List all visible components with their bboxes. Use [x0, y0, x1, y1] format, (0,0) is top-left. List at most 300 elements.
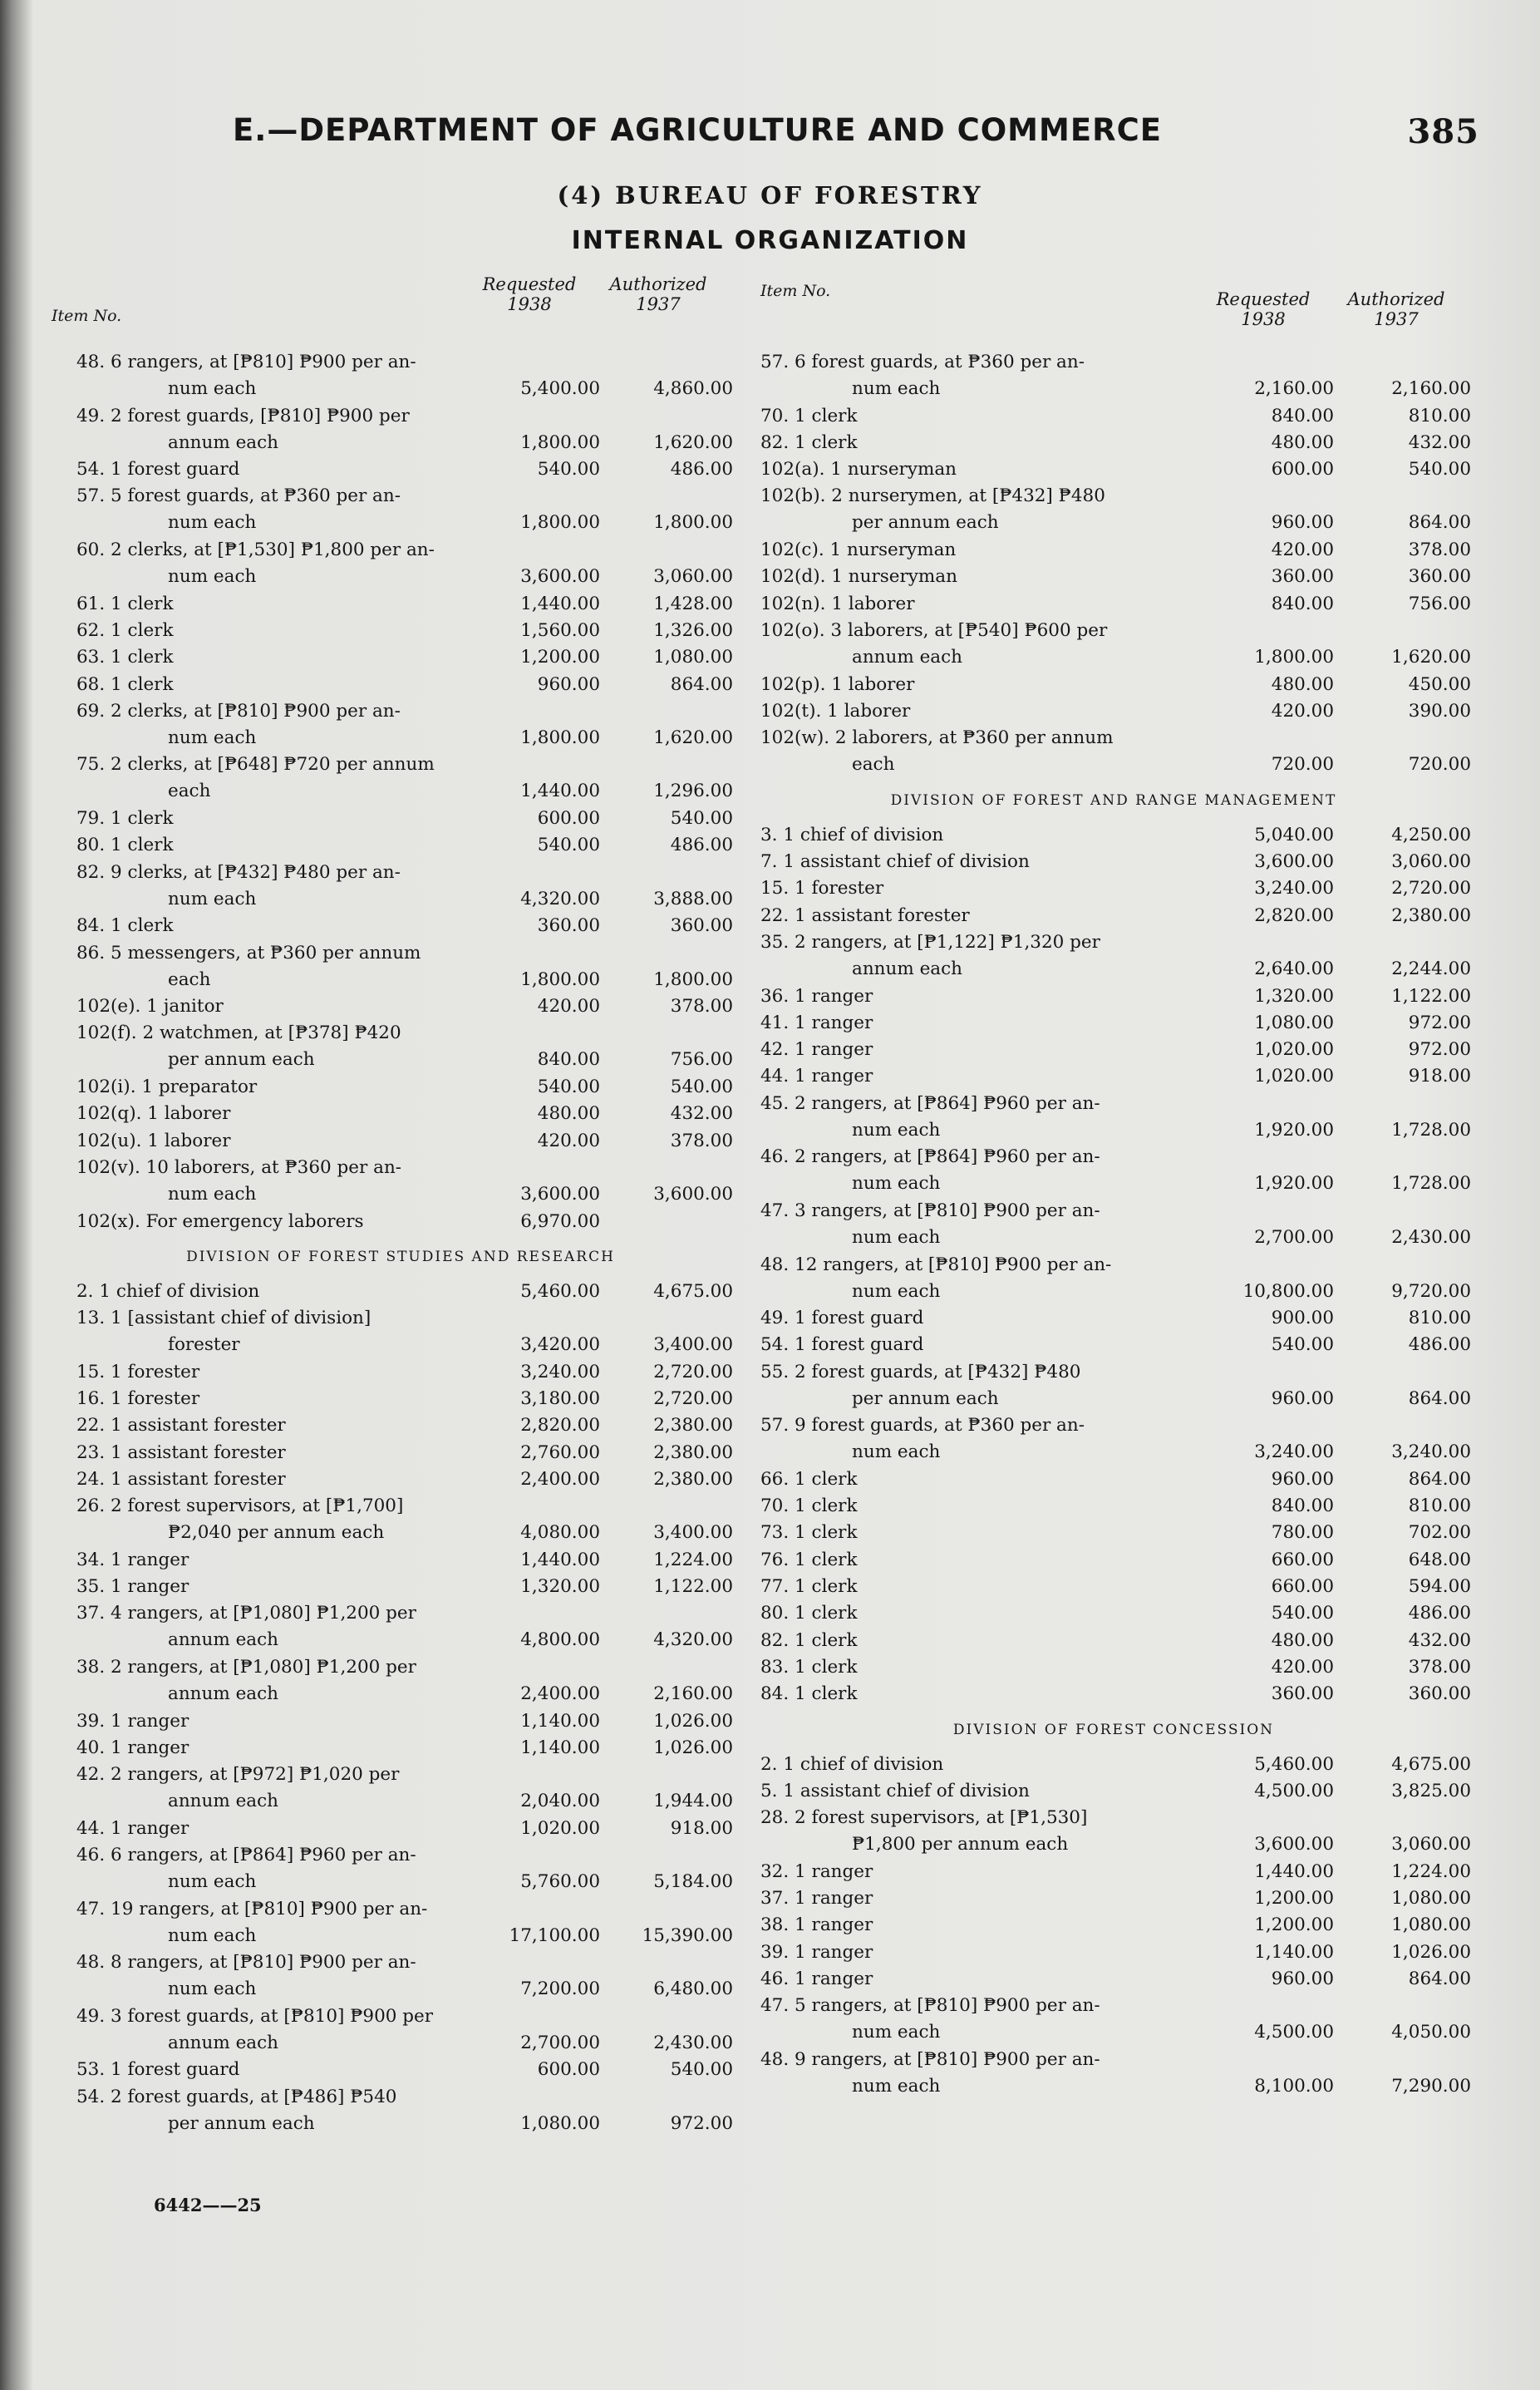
- requested-amount: 2,160.00: [1254, 378, 1334, 399]
- item-description: [760, 2047, 1209, 2100]
- requested-amount: 3,600.00: [520, 1183, 600, 1205]
- requested-amount: 840.00: [1271, 405, 1334, 426]
- item-description-line: 55. 2 forest guards, at [₱432] ₱480: [760, 1361, 1081, 1382]
- requested-amount: 600.00: [537, 808, 600, 830]
- requested-amount: 3,240.00: [520, 1361, 600, 1382]
- requested-amount: 960.00: [1271, 512, 1334, 534]
- authorized-amount: 3,600.00: [653, 1183, 733, 1205]
- authorized-amount: 810.00: [1408, 405, 1471, 426]
- requested-amount: 1,560.00: [520, 619, 600, 641]
- item-description-line: 102(d). 1 nurseryman: [760, 566, 957, 588]
- requested-amount: 8,100.00: [1254, 2075, 1334, 2097]
- item-description-line: 53. 1 forest guard: [76, 2059, 240, 2081]
- item-description: [76, 1896, 525, 1949]
- requested-amount: 1,800.00: [520, 727, 600, 748]
- item-description-continuation: annum each: [168, 2032, 279, 2053]
- table-row: [52, 1386, 750, 1412]
- table-row: [52, 1209, 750, 1235]
- item-description-line: 46. 1 ranger: [760, 1968, 873, 1989]
- item-description: [760, 1359, 1209, 1412]
- authorized-amount: 3,400.00: [653, 1522, 733, 1544]
- item-description-line: 102(b). 2 nurserymen, at [₱432] ₱480: [760, 485, 1105, 507]
- requested-amount: 5,460.00: [520, 1280, 600, 1302]
- item-description: [760, 1010, 1209, 1037]
- authorized-amount: 3,240.00: [1391, 1441, 1471, 1463]
- item-description-line: 15. 1 forester: [760, 878, 884, 899]
- authorized-amount: 486.00: [670, 459, 733, 480]
- item-description: [760, 1332, 1209, 1358]
- requested-amount: 4,080.00: [520, 1522, 600, 1544]
- table-row: [52, 2003, 750, 2057]
- table-row: [52, 913, 750, 939]
- requested-amount: 420.00: [537, 996, 600, 1018]
- item-description: [760, 349, 1209, 402]
- item-description: [760, 875, 1209, 902]
- item-description-line: 102(i). 1 preparator: [76, 1077, 258, 1098]
- item-description-continuation: num each: [168, 1871, 257, 1893]
- item-description-line: 82. 1 clerk: [760, 1629, 858, 1651]
- table-row: [760, 1359, 1471, 1413]
- authorized-amount: 1,620.00: [653, 727, 733, 748]
- item-description: [76, 1842, 525, 1895]
- table-row: [52, 860, 750, 914]
- item-description-line: 57. 9 forest guards, at ₱360 per an-: [760, 1415, 1085, 1436]
- item-description-continuation: annum each: [168, 431, 279, 453]
- item-description-line: 44. 1 ranger: [760, 1066, 873, 1087]
- item-description-continuation: per annum each: [852, 512, 999, 534]
- authorized-amount: 1,800.00: [653, 968, 733, 990]
- table-row: [52, 993, 750, 1020]
- table-row: [52, 1816, 750, 1842]
- authorized-amount: 1,728.00: [1391, 1119, 1471, 1141]
- table-row: [52, 1412, 750, 1439]
- authorized-amount: 450.00: [1408, 673, 1471, 695]
- table-row: [760, 1966, 1471, 1993]
- requested-amount: 3,240.00: [1254, 878, 1334, 899]
- authorized-amount: 3,060.00: [1391, 851, 1471, 873]
- authorized-amount: 864.00: [1408, 1468, 1471, 1490]
- item-description-line: 102(w). 2 laborers, at ₱360 per annum: [760, 727, 1114, 749]
- authorized-amount: 918.00: [670, 1817, 733, 1839]
- table-row: [52, 1155, 750, 1209]
- requested-amount: 1,200.00: [1254, 1888, 1334, 1910]
- item-description-line: 35. 2 rangers, at [₱1,122] ₱1,320 per: [760, 931, 1100, 953]
- authorized-amount: 378.00: [670, 1130, 733, 1151]
- item-description: [760, 1752, 1209, 1778]
- authorized-amount: 1,224.00: [1391, 1860, 1471, 1882]
- item-description-continuation: num each: [852, 1441, 941, 1463]
- requested-amount: 1,920.00: [1254, 1119, 1334, 1141]
- table-row: [52, 940, 750, 994]
- authorized-amount: 7,290.00: [1391, 2075, 1471, 2097]
- page-number: 385: [1407, 112, 1479, 151]
- requested-amount: 2,700.00: [520, 2032, 600, 2053]
- authorized-amount: 1,296.00: [653, 781, 733, 802]
- item-description: [760, 672, 1209, 698]
- requested-amount: 420.00: [1271, 1656, 1334, 1678]
- requested-amount: 1,140.00: [1254, 1941, 1334, 1963]
- table-row: [760, 483, 1471, 537]
- left-column-header: [52, 274, 750, 349]
- table-row: [760, 456, 1471, 483]
- table-row: [52, 2057, 750, 2083]
- requested-amount: 420.00: [1271, 540, 1334, 561]
- item-description-line: 23. 1 assistant forester: [76, 1441, 286, 1463]
- item-description-line: 46. 2 rangers, at [₱864] ₱960 per an-: [760, 1146, 1100, 1168]
- item-description-line: 57. 6 forest guards, at ₱360 per an-: [760, 352, 1085, 372]
- item-description-line: 82. 1 clerk: [760, 431, 858, 453]
- requested-amount: 540.00: [1271, 1603, 1334, 1624]
- authorized-amount: 3,060.00: [653, 566, 733, 588]
- item-description-line: 102(a). 1 nurseryman: [760, 459, 957, 480]
- item-description-continuation: num each: [168, 727, 257, 748]
- item-description: [76, 1020, 525, 1073]
- table-row: [52, 1359, 750, 1386]
- requested-amount: 4,500.00: [1254, 1780, 1334, 1801]
- requested-amount: 2,820.00: [520, 1415, 600, 1436]
- item-description: [76, 2057, 525, 2083]
- table-row: [760, 591, 1471, 618]
- authorized-amount: 4,675.00: [1391, 1753, 1471, 1775]
- requested-amount: 480.00: [1271, 431, 1334, 453]
- requested-amount: 360.00: [1271, 1683, 1334, 1705]
- table-row: [760, 725, 1471, 779]
- table-row: [52, 1600, 750, 1654]
- item-description: [760, 1305, 1209, 1332]
- item-description-line: 42. 1 ranger: [760, 1039, 873, 1061]
- table-row: [52, 618, 750, 644]
- item-description-line: 5. 1 assistant chief of division: [760, 1780, 1030, 1801]
- item-description-line: 48. 12 rangers, at [₱810] ₱900 per an-: [760, 1254, 1112, 1275]
- forest-range-item-list: [760, 822, 1471, 1708]
- department-heading: E.—DEPARTMENT OF AGRICULTURE AND COMMERCE: [233, 112, 1163, 148]
- table-row: [760, 1198, 1471, 1252]
- table-row: [760, 1993, 1471, 2047]
- requested-amount: 2,640.00: [1254, 958, 1334, 979]
- authorized-amount: 864.00: [670, 673, 733, 695]
- item-description-line: 102(x). For emergency laborers: [76, 1210, 364, 1232]
- table-row: [760, 1805, 1471, 1859]
- item-description: [76, 1128, 525, 1155]
- authorized-amount: 4,860.00: [653, 378, 733, 399]
- requested-amount: 1,440.00: [520, 593, 600, 614]
- item-description: [760, 1198, 1209, 1251]
- item-description-line: 47. 19 rangers, at [₱810] ₱900 per an-: [76, 1898, 428, 1919]
- item-description-line: 39. 1 ranger: [760, 1941, 873, 1963]
- item-description-continuation: each: [168, 781, 211, 802]
- item-description-line: 80. 1 clerk: [760, 1603, 858, 1624]
- authorized-amount: 594.00: [1408, 1576, 1471, 1598]
- item-description: [760, 456, 1209, 483]
- requested-amount: 420.00: [537, 1130, 600, 1151]
- item-description: [760, 1037, 1209, 1063]
- authorized-amount: 1,728.00: [1391, 1173, 1471, 1195]
- authorized-amount: 1,026.00: [653, 1737, 733, 1758]
- authorized-amount: 720.00: [1408, 754, 1471, 776]
- authorized-amount: 864.00: [1408, 512, 1471, 534]
- item-description-line: 54. 1 forest guard: [760, 1334, 924, 1356]
- table-row: [760, 1681, 1471, 1707]
- item-description-continuation: per annum each: [168, 1049, 315, 1071]
- requested-amount: 840.00: [1271, 1496, 1334, 1517]
- table-row: [760, 822, 1471, 849]
- table-row: [760, 875, 1471, 902]
- authorized-amount: 4,250.00: [1391, 824, 1471, 845]
- requested-amount: 5,040.00: [1254, 824, 1334, 845]
- authorized-amount: 360.00: [670, 915, 733, 937]
- table-row: [760, 1885, 1471, 1912]
- requested-amount: 1,800.00: [1254, 646, 1334, 668]
- authorized-amount: 1,080.00: [1391, 1914, 1471, 1936]
- authorized-amount: 2,380.00: [1391, 904, 1471, 926]
- requested-amount: 540.00: [1271, 1334, 1334, 1356]
- item-description-line: 48. 9 rangers, at [₱810] ₱900 per an-: [760, 2048, 1100, 2070]
- table-row: [52, 591, 750, 618]
- requested-amount: 900.00: [1271, 1308, 1334, 1329]
- table-row: [760, 430, 1471, 456]
- table-row: [760, 1600, 1471, 1627]
- item-description-line: 102(n). 1 laborer: [760, 593, 915, 614]
- forest-studies-item-list: [52, 1279, 750, 2138]
- item-description-continuation: annum each: [852, 958, 963, 979]
- item-description: [76, 644, 525, 671]
- table-row: [52, 349, 750, 403]
- section-heading-forest-range: DIVISION OF FOREST AND RANGE MANAGEMENT: [890, 791, 1337, 809]
- requested-amount: 17,100.00: [509, 1924, 600, 1946]
- item-description: [76, 993, 525, 1020]
- authorized-amount: 756.00: [1408, 593, 1471, 614]
- item-description-line: 66. 1 clerk: [760, 1468, 858, 1490]
- table-row: [760, 1778, 1471, 1805]
- requested-amount: 720.00: [1271, 754, 1334, 776]
- requested-amount: 960.00: [1271, 1468, 1334, 1490]
- item-description: [760, 537, 1209, 564]
- item-description-line: 54. 2 forest guards, at [₱486] ₱540: [76, 2086, 397, 2107]
- item-description-line: 102(q). 1 laborer: [76, 1103, 231, 1125]
- item-description-line: 60. 2 clerks, at [₱1,530] ₱1,800 per an-: [76, 540, 435, 561]
- item-description: [76, 403, 525, 456]
- authorized-amount: 486.00: [670, 835, 733, 856]
- table-row: [760, 1091, 1471, 1145]
- authorized-amount: 486.00: [1408, 1603, 1471, 1624]
- item-description: [76, 751, 525, 805]
- item-description-line: 82. 9 clerks, at [₱432] ₱480 per an-: [76, 861, 401, 883]
- item-description: [760, 983, 1209, 1010]
- requested-amount: 1,140.00: [520, 1710, 600, 1732]
- requested-amount: 6,970.00: [520, 1210, 600, 1232]
- item-description-line: 34. 1 ranger: [76, 1549, 189, 1570]
- requested-amount: 420.00: [1271, 700, 1334, 722]
- item-description: [760, 822, 1209, 849]
- table-row: [760, 537, 1471, 564]
- item-description-line: 69. 2 clerks, at [₱810] ₱900 per an-: [76, 700, 401, 722]
- item-description: [76, 1412, 525, 1439]
- item-description: [76, 2003, 525, 2057]
- authorized-amount: 1,800.00: [653, 512, 733, 534]
- table-row: [52, 751, 750, 806]
- item-description: [760, 1628, 1209, 1654]
- item-description-line: 48. 8 rangers, at [₱810] ₱900 per an-: [76, 1952, 416, 1974]
- authorized-amount: 360.00: [1408, 566, 1471, 588]
- requested-amount: 540.00: [537, 459, 600, 480]
- requested-amount: 960.00: [1271, 1968, 1334, 1989]
- item-description: [760, 1885, 1209, 1912]
- table-row: [760, 1010, 1471, 1037]
- table-row: [760, 1547, 1471, 1574]
- table-row: [52, 2084, 750, 2138]
- table-row: [52, 1896, 750, 1950]
- table-row: [52, 537, 750, 591]
- item-number-header: Item No.: [760, 282, 831, 300]
- item-description: [760, 1466, 1209, 1493]
- item-description: [76, 1708, 525, 1735]
- item-description-continuation: annum each: [168, 1683, 279, 1704]
- item-description-continuation: annum each: [168, 1629, 279, 1651]
- item-description: [76, 1209, 525, 1235]
- requested-amount: 5,400.00: [520, 378, 600, 399]
- item-description-line: 83. 1 clerk: [760, 1656, 858, 1678]
- table-row: [52, 1466, 750, 1493]
- requested-amount: 1,140.00: [520, 1737, 600, 1758]
- table-row: [52, 1842, 750, 1896]
- item-description: [760, 1966, 1209, 1993]
- item-description: [76, 806, 525, 832]
- authorized-amount: 2,160.00: [653, 1683, 733, 1704]
- authorized-amount: 972.00: [1408, 1012, 1471, 1033]
- authorized-header: Authorized 1937: [609, 274, 707, 314]
- requested-amount: 3,600.00: [1254, 1834, 1334, 1855]
- requested-amount: 840.00: [537, 1049, 600, 1071]
- table-row: [52, 1074, 750, 1101]
- item-description-line: 42. 2 rangers, at [₱972] ₱1,020 per: [76, 1764, 400, 1786]
- table-row: [52, 644, 750, 671]
- item-description-line: 68. 1 clerk: [76, 673, 174, 695]
- item-description-line: 102(p). 1 laborer: [760, 673, 915, 695]
- item-description-continuation: num each: [852, 1173, 941, 1195]
- item-description: [760, 1993, 1209, 2046]
- item-description: [76, 1466, 525, 1493]
- item-description-continuation: num each: [168, 888, 257, 909]
- table-row: [760, 1063, 1471, 1090]
- authorized-amount: 2,380.00: [653, 1441, 733, 1463]
- item-description: [760, 591, 1209, 618]
- authorized-amount: 702.00: [1408, 1522, 1471, 1544]
- item-description: [760, 1574, 1209, 1600]
- item-description: [76, 1386, 525, 1412]
- authorized-amount: 864.00: [1408, 1968, 1471, 1989]
- item-description-line: 13. 1 [assistant chief of division]: [76, 1308, 371, 1329]
- item-description-continuation: num each: [168, 566, 257, 588]
- item-description-line: 86. 5 messengers, at ₱360 per annum: [76, 942, 421, 963]
- requested-header: Requested 1938: [1216, 289, 1311, 329]
- item-description: [76, 618, 525, 644]
- authorized-amount: 1,026.00: [653, 1710, 733, 1732]
- item-description-continuation: num each: [852, 378, 941, 399]
- item-description-line: 73. 1 clerk: [760, 1522, 858, 1544]
- item-description: [76, 1600, 525, 1653]
- item-description: [76, 349, 525, 402]
- item-description-line: 79. 1 clerk: [76, 808, 174, 830]
- item-description-line: 63. 1 clerk: [76, 647, 174, 668]
- requested-amount: 660.00: [1271, 1576, 1334, 1598]
- left-column: [52, 274, 750, 2137]
- item-description: [76, 698, 525, 751]
- item-description-line: 76. 1 clerk: [760, 1549, 858, 1570]
- item-description-line: 62. 1 clerk: [76, 619, 174, 641]
- item-description: [760, 725, 1209, 778]
- item-description: [76, 1440, 525, 1466]
- item-description-line: 54. 1 forest guard: [76, 459, 240, 480]
- requested-amount: 2,400.00: [520, 1683, 600, 1704]
- table-row: [52, 1762, 750, 1816]
- requested-amount: 2,400.00: [520, 1468, 600, 1490]
- authorized-amount: 3,825.00: [1391, 1780, 1471, 1801]
- item-description-line: 44. 1 ranger: [76, 1817, 189, 1839]
- requested-amount: 1,800.00: [520, 512, 600, 534]
- authorized-amount: 648.00: [1408, 1549, 1471, 1570]
- requested-amount: 1,440.00: [520, 781, 600, 802]
- item-description-line: 40. 1 ranger: [76, 1737, 189, 1758]
- authorized-amount: 1,428.00: [653, 593, 733, 614]
- requested-amount: 960.00: [537, 673, 600, 695]
- authorized-amount: 1,080.00: [1391, 1888, 1471, 1910]
- item-description: [760, 1091, 1209, 1144]
- item-description: [76, 1074, 525, 1101]
- item-description-line: 15. 1 forester: [76, 1361, 200, 1382]
- requested-amount: 480.00: [1271, 1629, 1334, 1651]
- requested-amount: 1,800.00: [520, 968, 600, 990]
- item-description: [76, 1547, 525, 1574]
- authorized-amount: 1,620.00: [653, 431, 733, 453]
- requested-amount: 3,180.00: [520, 1387, 600, 1409]
- requested-amount: 3,240.00: [1254, 1441, 1334, 1463]
- table-row: [760, 672, 1471, 698]
- section-heading-forest-concession: DIVISION OF FOREST CONCESSION: [952, 1721, 1275, 1738]
- item-description: [760, 1144, 1209, 1197]
- item-description-line: 26. 2 forest supervisors, at [₱1,700]: [76, 1496, 404, 1517]
- authorized-amount: 540.00: [670, 808, 733, 830]
- authorized-amount: 2,380.00: [653, 1415, 733, 1436]
- table-row: [52, 1708, 750, 1735]
- section-subtitle: INTERNAL ORGANIZATION: [571, 226, 969, 255]
- requested-amount: 1,800.00: [520, 431, 600, 453]
- authorized-amount: 2,720.00: [653, 1387, 733, 1409]
- requested-amount: 3,600.00: [520, 566, 600, 588]
- authorized-amount: 378.00: [670, 996, 733, 1018]
- table-row: [760, 349, 1471, 403]
- item-description: [76, 832, 525, 859]
- item-description: [760, 1412, 1209, 1466]
- right-item-list: [760, 349, 1471, 779]
- item-description-continuation: each: [168, 968, 211, 990]
- authorized-amount: 2,244.00: [1391, 958, 1471, 979]
- item-description: [760, 618, 1209, 671]
- authorized-amount: 1,122.00: [653, 1576, 733, 1598]
- table-row: [760, 1037, 1471, 1063]
- table-row: [760, 564, 1471, 590]
- requested-amount: 960.00: [1271, 1387, 1334, 1409]
- authorized-amount: 756.00: [670, 1049, 733, 1071]
- item-description-line: 22. 1 assistant forester: [760, 904, 970, 926]
- requested-amount: 360.00: [537, 915, 600, 937]
- table-row: [52, 1128, 750, 1155]
- table-row: [52, 698, 750, 752]
- item-description-line: 70. 1 clerk: [760, 405, 858, 426]
- table-row: [760, 1939, 1471, 1966]
- authorized-amount: 2,380.00: [653, 1468, 733, 1490]
- authorized-amount: 918.00: [1408, 1066, 1471, 1087]
- table-row: [52, 1949, 750, 2003]
